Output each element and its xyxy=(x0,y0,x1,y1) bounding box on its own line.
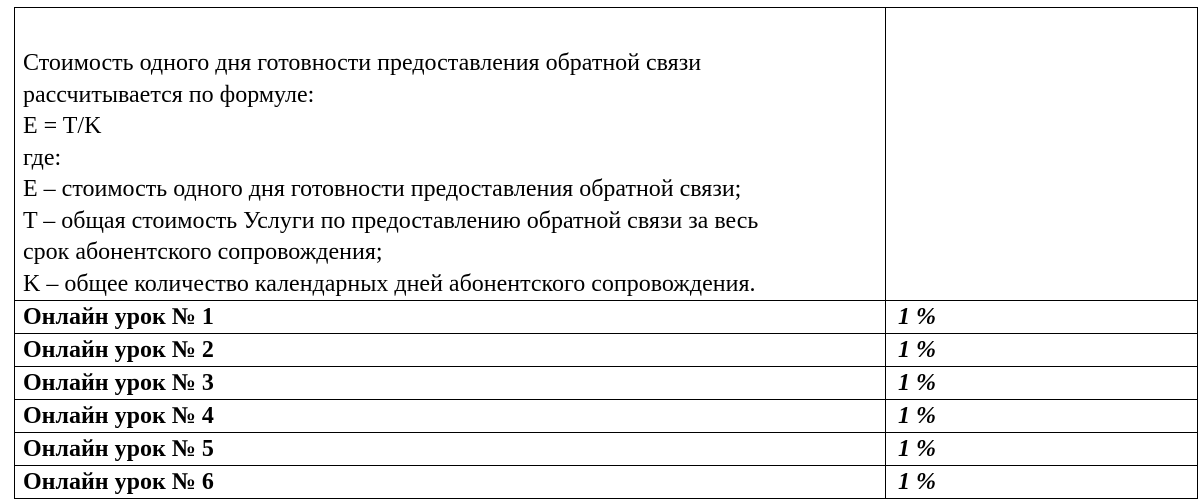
table-row xyxy=(15,301,1198,334)
formula-variable-k: K – общее количество календарных дней абонентского сопровождения. xyxy=(23,270,756,297)
formula-variable-t: T – общая стоимость Услуги по предоставлению обратной связи за весь xyxy=(23,207,759,234)
lesson-percent: 1 % xyxy=(886,466,1198,499)
lesson-name: Онлайн урок № 2 xyxy=(15,334,886,367)
lesson-name: Онлайн урок № 3 xyxy=(15,367,886,400)
formula-text-line: Стоимость одного дня готовности предоставления обратной связи xyxy=(23,50,702,76)
formula-variable-e: E – стоимость одного дня готовности предоставления обратной связи; xyxy=(23,176,742,202)
table-row xyxy=(15,400,1198,433)
formula-equation: E = T/K xyxy=(23,113,102,139)
table-row xyxy=(15,334,1198,367)
lesson-percent: 1 % xyxy=(886,433,1198,466)
lesson-name: Онлайн урок № 6 xyxy=(15,466,886,499)
formula-value-cell xyxy=(886,8,1198,301)
formula-text-line: где: xyxy=(23,144,62,171)
lesson-name: Онлайн урок № 1 xyxy=(15,301,886,334)
lesson-name: Онлайн урок № 4 xyxy=(15,400,886,433)
table-row xyxy=(15,367,1198,400)
lesson-name: Онлайн урок № 5 xyxy=(15,433,886,466)
lesson-percent: 1 % xyxy=(886,367,1198,400)
formula-row xyxy=(15,8,1198,301)
formula-description-cell xyxy=(15,8,886,301)
lesson-percent: 1 % xyxy=(886,301,1198,334)
formula-variable-t-cont: срок абонентского сопровождения; xyxy=(23,239,383,265)
lesson-percent: 1 % xyxy=(886,400,1198,433)
table-row xyxy=(15,466,1198,499)
formula-text-line: рассчитывается по формуле: xyxy=(23,81,315,108)
lesson-percent: 1 % xyxy=(886,334,1198,367)
table-row xyxy=(15,433,1198,466)
payment-table xyxy=(14,7,1198,499)
